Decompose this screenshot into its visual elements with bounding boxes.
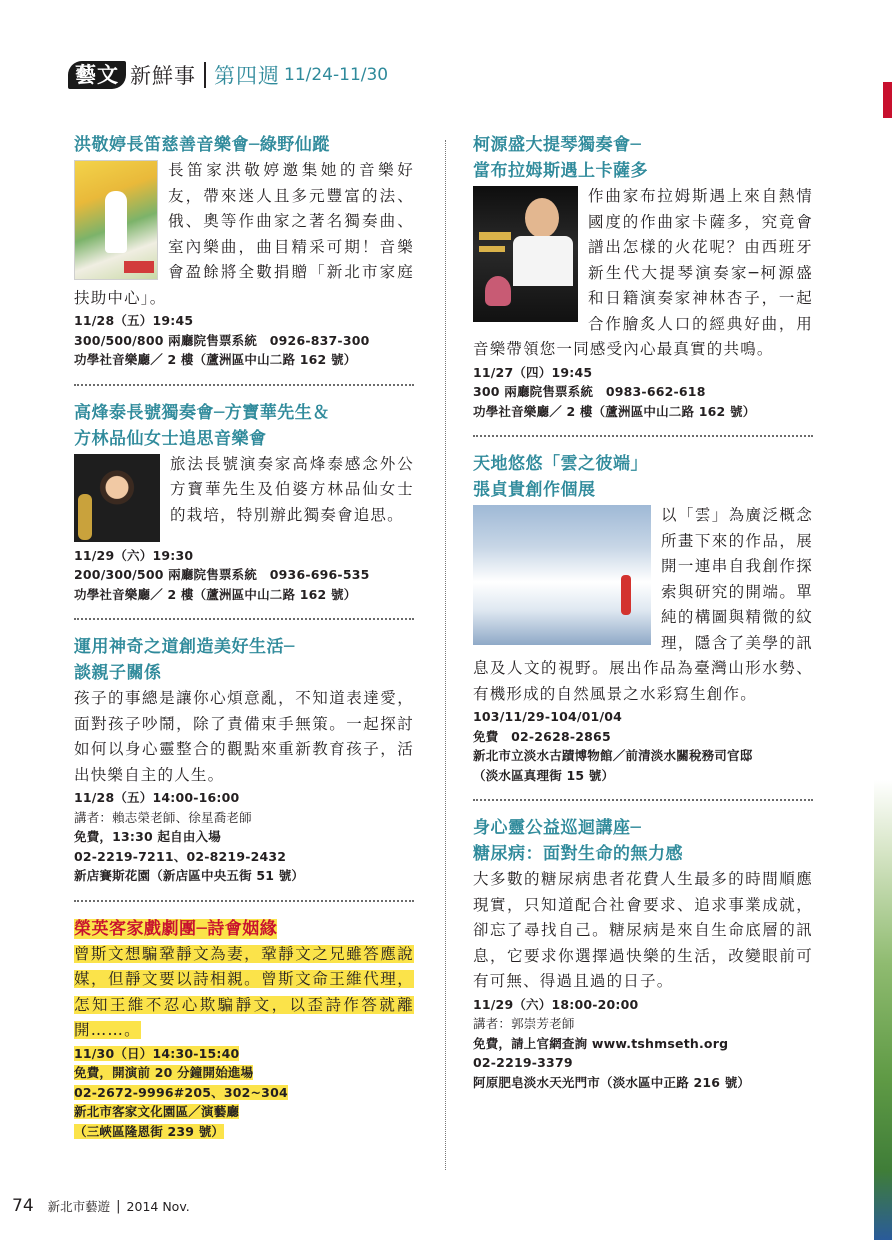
event-title[interactable] (473, 815, 813, 867)
event-speaker: 講者：郭崇芳老師 (473, 1016, 575, 1031)
concert-poster-image (473, 186, 578, 322)
event-tickets: 300 兩廳院售票系統 0983-662-618 (473, 384, 706, 399)
title-line: 運用神奇之道創造美好生活─ (74, 637, 295, 657)
event-description (74, 942, 414, 1044)
title-line: 天地悠悠「雲之彼端」 (473, 454, 648, 474)
event-venue: 功學社音樂廳／ 2 樓（蘆洲區中山二路 162 號） (473, 403, 756, 419)
event-phone: 02-2672-9996#205、302~304 (74, 1084, 288, 1100)
title-line: 糖尿病：面對生命的無力感 (473, 844, 683, 864)
section-header (68, 60, 388, 90)
edge-tab (883, 82, 892, 118)
event-title[interactable] (473, 132, 813, 184)
right-column (473, 132, 813, 1092)
header-badge: 藝文 (68, 61, 126, 89)
event-info (74, 788, 414, 886)
event-info (74, 546, 414, 605)
event-description: 旅法長號演奏家高烽泰感念外公方寶華先生及伯婆方林品仙女士的栽培，特別辦此獨奏會追思。 (170, 454, 414, 524)
event-phone: 02-2219-7211、02-8219-2432 (74, 848, 287, 864)
footer-divider: | (116, 1198, 121, 1214)
event-address: （三峽區隆恩街 239 號） (74, 1123, 225, 1139)
event-title[interactable] (74, 132, 414, 158)
title-line: 洪敬婷長笛慈善音樂會─綠野仙蹤 (74, 135, 330, 155)
event-venue: 功學社音樂廳／ 2 樓（蘆洲區中山二路 162 號） (74, 352, 357, 367)
event-diabetes-talk (473, 815, 813, 1092)
title-line: 身心靈公益巡迴講座─ (473, 818, 642, 838)
header-dates: 11/24-11/30 (284, 65, 389, 85)
event-trombone-recital (74, 400, 414, 605)
event-date: 11/28（五）14:00-16:00 (74, 790, 240, 805)
event-description: 孩子的事總是讓你心煩意亂，不知道表達愛，面對孩子吵鬧，除了責備束手無策。一起探討如何以身心靈整合的觀點來重新教育孩子，活出快樂自主的人生。 (74, 689, 414, 784)
event-date: 11/27（四）19:45 (473, 364, 593, 380)
event-title[interactable] (74, 634, 414, 686)
event-date: 11/28（五）19:45 (74, 313, 194, 328)
event-info (473, 363, 813, 422)
event-info (473, 707, 813, 785)
event-admission: 免費，請上官網查詢 www.tshmseth.org (473, 1035, 729, 1051)
painting-image (473, 505, 651, 645)
event-hakka-opera (74, 916, 414, 1142)
title-line: 高烽泰長號獨奏會─方寶華先生＆ (74, 402, 330, 423)
event-flute-concert (74, 132, 414, 370)
event-venue: 功學社音樂廳／ 2 樓（蘆洲區中山二路 162 號） (74, 586, 357, 602)
event-info (74, 1044, 414, 1142)
event-separator (473, 435, 813, 437)
event-venue: 新北市客家文化園區／演藝廳 (74, 1104, 240, 1119)
event-description: 作曲家布拉姆斯遇上來自熱情國度的作曲家卡薩多，究竟會譜出怎樣的火花呢？由西班牙新生代大提琴演奏家─柯源盛和日籍演奏家神林杏子，一起合作膾炙人口的經典好曲，用音樂帶領您一同感受內心最真實的共鳴。 (473, 187, 813, 358)
title-line: 張貞貴創作個展 (473, 480, 596, 500)
left-column (74, 132, 414, 1141)
event-separator (74, 384, 414, 386)
event-separator (74, 618, 414, 620)
event-date: 11/29（六）19:30 (74, 547, 194, 563)
event-description: 以「雲」為廣泛概念所畫下來的作品，展開一連串自我創作探索與研究的開端。單純的構圖與精微的紋理，隱含了美學的訊息及人文的視野。展出作品為臺灣山形水勢、有機形成的自然風景之水彩寫生創作。 (473, 506, 813, 703)
issue-date: 2014 Nov. (126, 1198, 190, 1214)
event-description: 長笛家洪敬婷邀集她的音樂好友，帶來迷人且多元豐富的法、俄、奧等作曲家之著名獨奏曲、室內樂曲，曲目精采可期！音樂會盈餘將全數捐贈「新北市家庭扶助中心」。 (74, 161, 414, 307)
event-title[interactable] (74, 400, 414, 452)
highlighted-text: 曾斯文想騙鞏靜文為妻，鞏靜文之兄雖答應說媒，但靜文要以詩相親。曾斯文命王維代理，怎知王維不忍心欺騙靜文，以歪詩作答就離開……。 (74, 944, 414, 1039)
title-line: 方林品仙女士追思音樂會 (74, 428, 267, 449)
event-date: 103/11/29-104/01/04 (473, 709, 623, 724)
event-cello-recital (473, 132, 813, 421)
event-admission: 免費，13:30 起自由入場 (74, 829, 221, 844)
title-line: 當布拉姆斯遇上卡薩多 (473, 161, 648, 181)
event-date: 11/29（六）18:00-20:00 (473, 996, 639, 1012)
header-subtitle: 新鮮事 (130, 64, 196, 88)
event-cloud-exhibition (473, 451, 813, 785)
header-week: 第四週 (214, 64, 280, 88)
event-tickets: 200/300/500 兩廳院售票系統 0936-696-535 (74, 567, 370, 582)
event-venue: 阿原肥皂淡水天光門市（淡水區中正路 216 號） (473, 1074, 751, 1090)
column-divider (445, 140, 446, 1170)
event-separator (74, 900, 414, 902)
event-separator (473, 799, 813, 801)
event-venue: 新店賽斯花園（新店區中央五街 51 號） (74, 868, 305, 883)
side-photo-strip (874, 780, 892, 1240)
event-description: 大多數的糖尿病患者花費人生最多的時間順應現實，只知道配合社會要求、追求事業成就，卻忘了尋找自己。糖尿病是來自生命底層的訊息，它要求你選擇過快樂的生活，改變眼前可有可無、得過且過的日子。 (473, 870, 813, 990)
event-tickets: 300/500/800 兩廳院售票系統 0926-837-300 (74, 332, 370, 348)
event-address: （淡水區真理街 15 號） (473, 767, 615, 783)
event-title[interactable] (473, 451, 813, 503)
magazine-name: 新北市藝遊 (47, 1199, 111, 1214)
event-info (473, 995, 813, 1093)
page-number: 74 (12, 1196, 34, 1216)
event-date: 11/30（日）14:30-15:40 (74, 1045, 240, 1061)
title-line: 柯源盛大提琴獨奏會─ (473, 135, 642, 155)
title-line: 談親子關係 (74, 663, 162, 683)
event-title[interactable] (74, 916, 414, 942)
header-divider (204, 62, 206, 88)
event-phone: 02-2219-3379 (473, 1055, 573, 1070)
event-phone: 免費 02-2628-2865 (473, 728, 611, 744)
event-parenting-talk (74, 634, 414, 886)
event-info (74, 311, 414, 370)
event-poster-image (74, 160, 158, 280)
title-line: 榮英客家戲劇團─詩會姻緣 (74, 918, 278, 939)
event-speaker: 講者：賴志榮老師、徐星喬老師 (74, 809, 252, 825)
performer-photo (74, 454, 160, 542)
event-venue: 新北市立淡水古蹟博物館／前清淡水關稅務司官邸 (473, 748, 753, 763)
event-admission: 免費，開演前 20 分鐘開始進場 (74, 1065, 254, 1080)
page-footer (12, 1196, 190, 1216)
